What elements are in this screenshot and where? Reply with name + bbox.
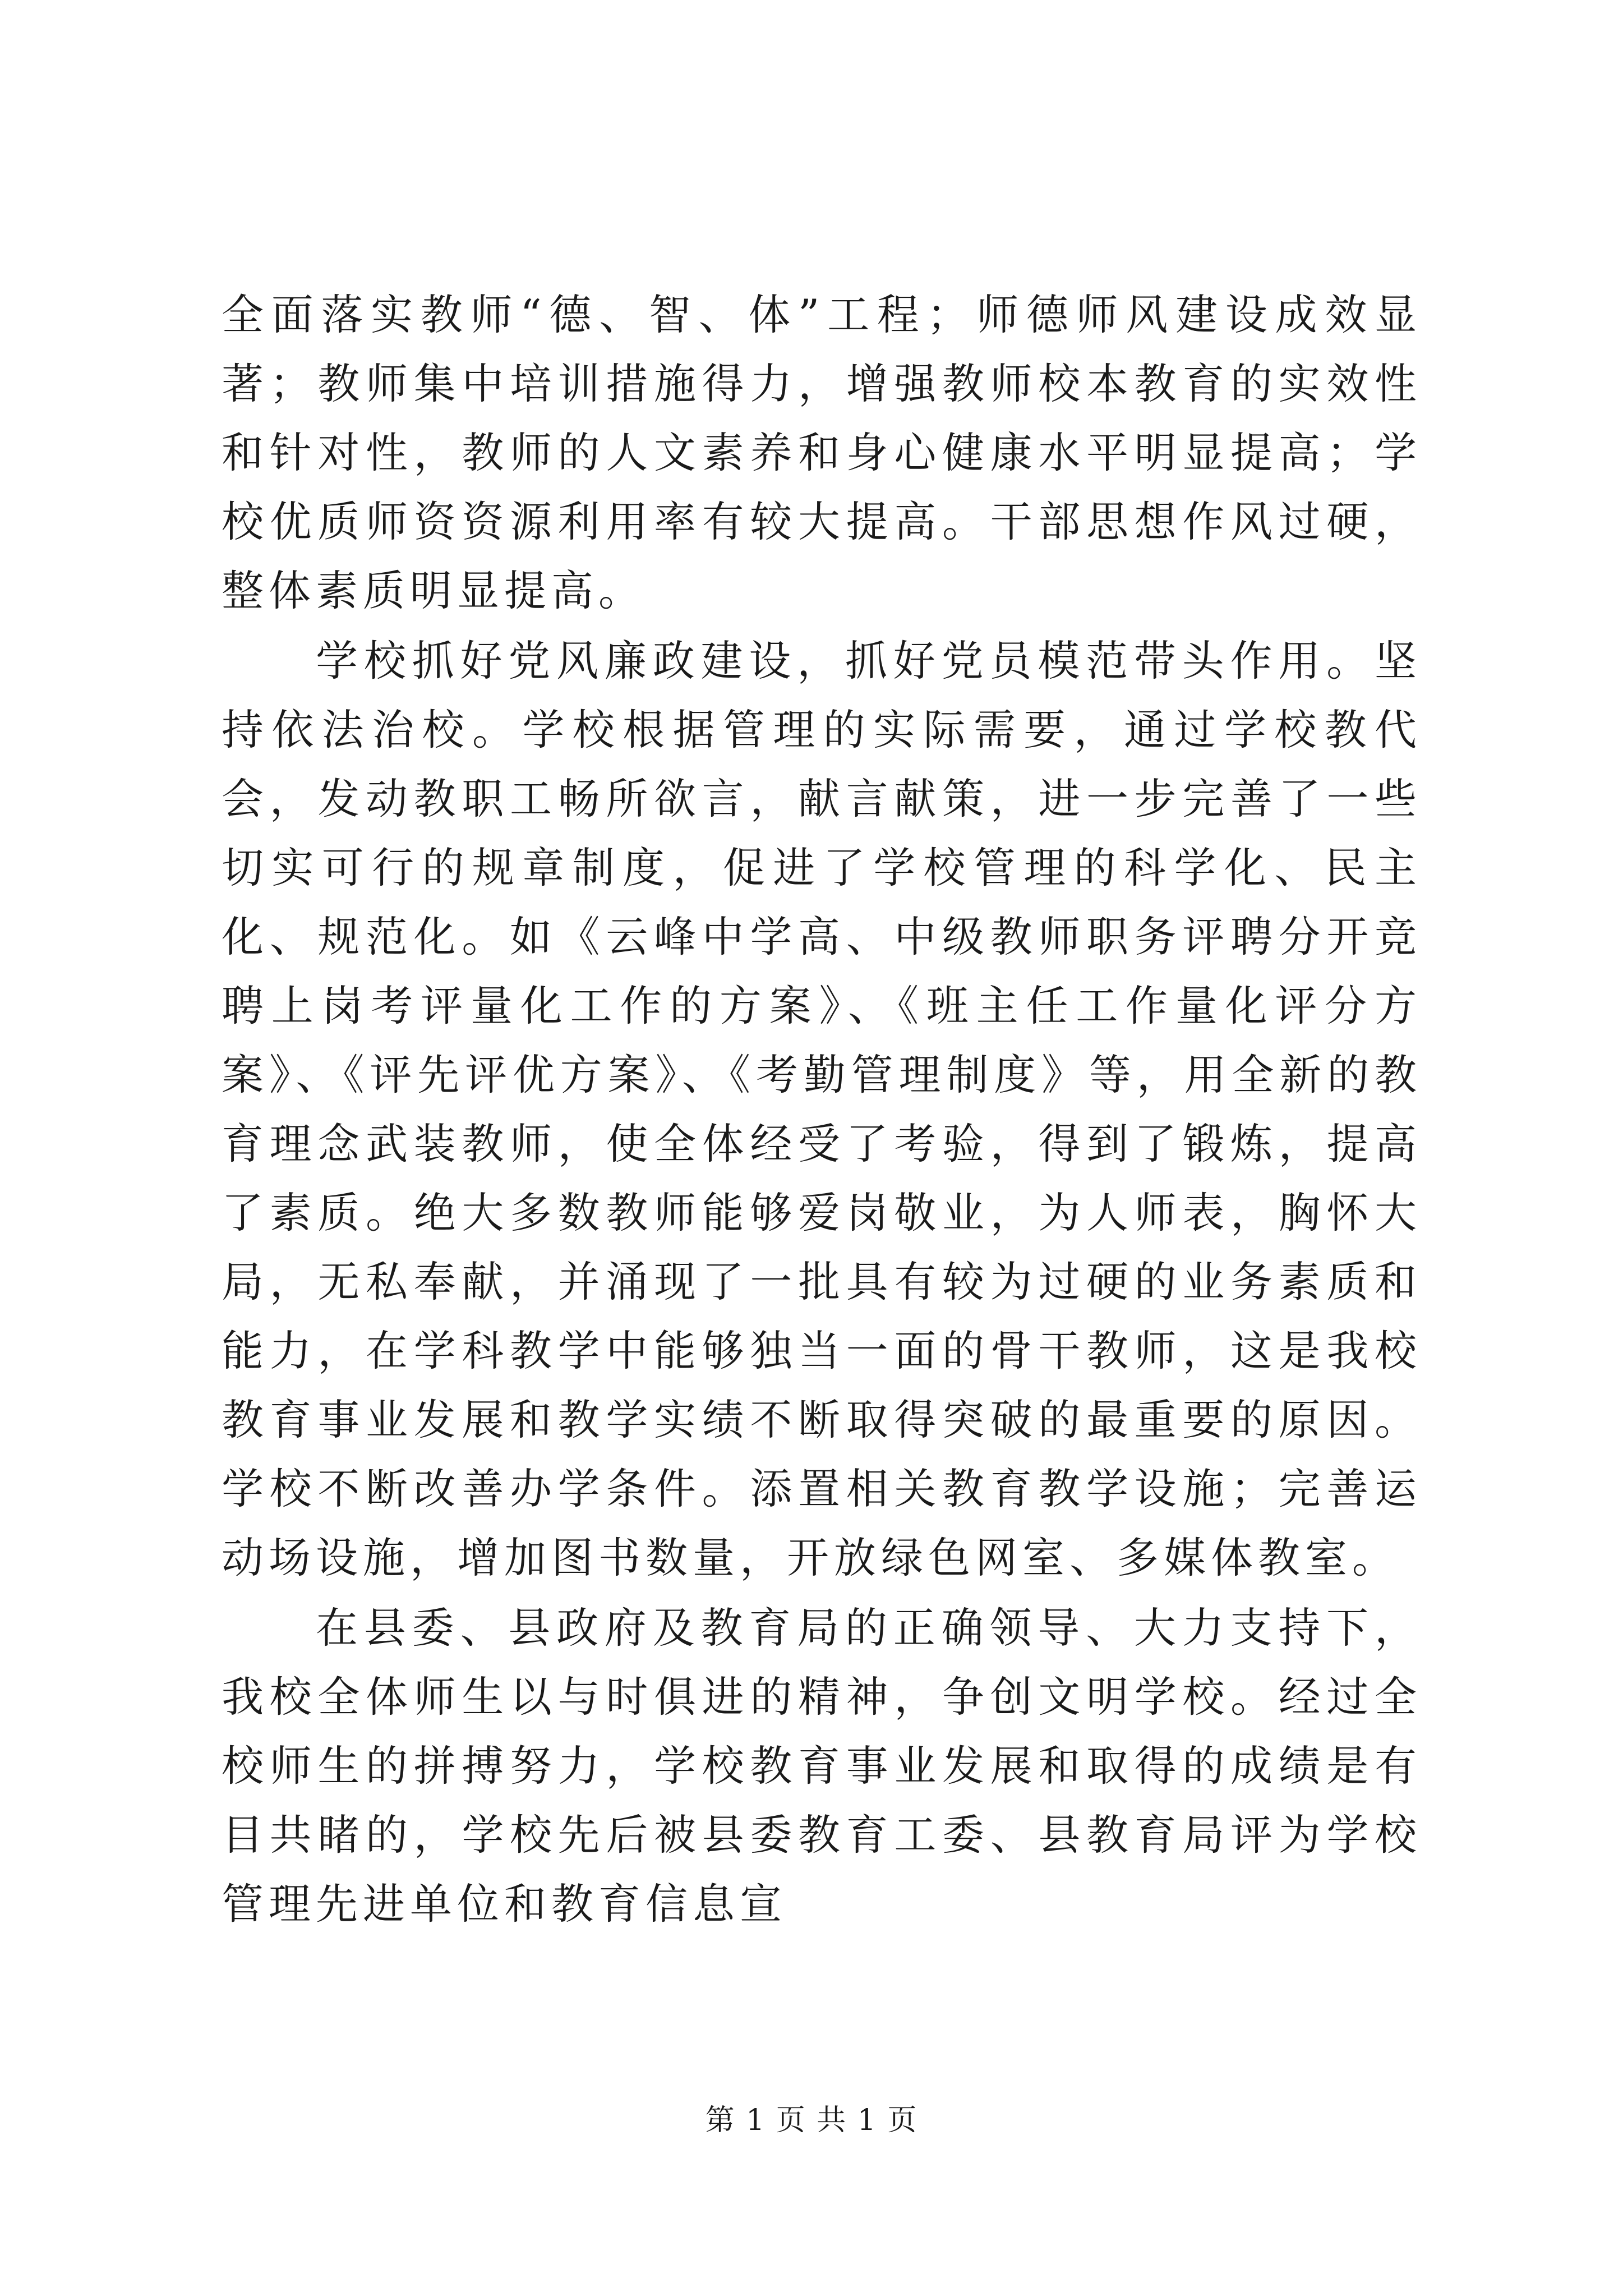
page-footer: 第 1 页 共 1 页 <box>705 2104 918 2137</box>
paragraph-1: 全面落实教师“德、智、体”工程；师德师风建设成效显著；教师集中培训措施得力，增强教师校本教育的实效性和针对性，教师的人文素养和身心健康水平明显提高；学校优质师资资源利用率有较大提高。干部思想作风过硬，整体素质明显提高。 <box>222 290 1422 615</box>
paragraph-2: 学校抓好党风廉政建设，抓好党员模范带头作用。坚持依法治校。学校根据管理的实际需要，通过学校教代会，发动教职工畅所欲言，献言献策，进一步完善了一些切实可行的规章制度，促进了学校管理的科学化、民主化、规范化。如《云峰中学高、中级教师职务评聘分开竞聘上岗考评量化工作的方案》、《班主任工作量化评分方案》、《评先评优方案》、《考勤管理制度》等，用全新的教育理念武装教师，使全体经受了考验，得到了锻炼，提高了素质。绝大多数教师能够爱岗敬业，为人师表，胸怀大局，无私奉献，并涌现了一批具有较为过硬的业务素质和能力，在学科教学中能够独当一面的骨干教师，这是我校教育事业发展和教学实绩不断取得突破的最重要的原因。学校不断改善办学条件。添置相关教育教学设施；完善运动场设施，增加图书数量，开放绿色网室、多媒体教室。 <box>222 636 1422 1582</box>
paragraph-3: 在县委、县政府及教育局的正确领导、大力支持下，我校全体师生以与时俱进的精神，争创文明学校。经过全校师生的拼搏努力，学校教育事业发展和取得的成绩是有目共睹的，学校先后被县委教育工委、县教育局评为学校管理先进单位和教育信息宣 <box>222 1603 1422 1929</box>
document-body <box>222 280 1422 1939</box>
